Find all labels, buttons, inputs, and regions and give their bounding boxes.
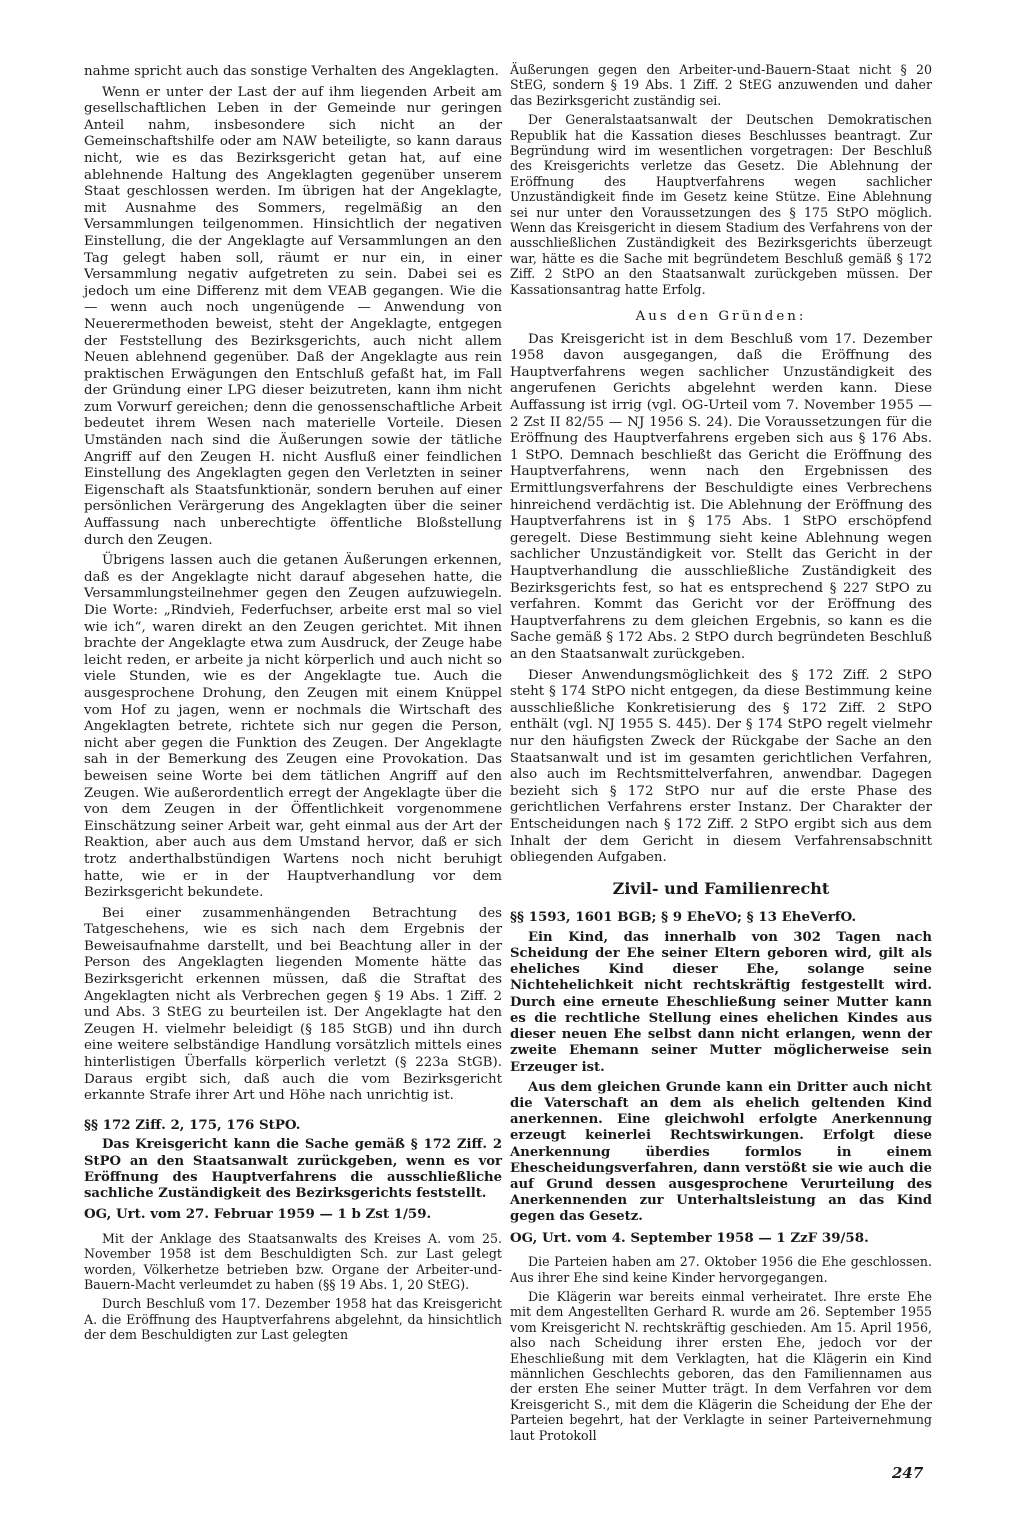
court-citation: OG, Urt. vom 27. Februar 1959 — 1 b Zst 1/59. <box>84 1206 432 1223</box>
headnote: Aus dem gleichen Grunde kann ein Dritter auch nicht die Vaterschaft an dem als ehelich geltenden Kind anerkennen. Eine gleichwohl erfolgte Anerkennung erzeugt keinerlei Rechtswirkungen. Erfolgt diese Anerkennung überdies formlos in einem Ehescheidungsverfahren, dann verstößt sie wie auch die auf Grund dessen ausgesprochene Verurteilung des Anerkennenden zur Unterhaltsleistung an das Kind gegen das Gesetz. <box>510 1079 932 1225</box>
paragraph: Äußerungen gegen den Arbeiter-und-Bauern-Staat nicht § 20 StEG, sondern § 19 Abs. 1 Ziff. 2 StEG anzuwenden und daher das Bezirksgericht zuständig sei. <box>510 62 932 108</box>
paragraph: Mit der Anklage des Staatsanwalts des Kreises A. vom 25. November 1958 ist dem Beschuldigten Sch. zur Last gelegt worden, Völkerhetze betrieben bzw. Organe der Arbeiter-und-Bauern-Macht verleumdet zu haben (§§ 19 Abs. 1, 20 StEG). <box>84 1230 502 1293</box>
paragraph: Die Parteien haben am 27. Oktober 1956 die Ehe geschlossen. Aus ihrer Ehe sind keine Kinder hervorgegangen. <box>510 1254 932 1285</box>
section-heading: Zivil- und Familienrecht <box>612 878 830 898</box>
legal-reference: §§ 1593, 1601 BGB; § 9 EheVO; § 13 EheVerfO. <box>510 909 857 926</box>
headnote: Das Kreisgericht kann die Sache gemäß § 172 Ziff. 2 StPO an den Staatsanwalt zurückgeben, wenn es vor Eröffnung des Hauptverfahrens die ausschließliche sachliche Zuständigkeit des Bezirksgerichts feststellt. <box>84 1137 502 1202</box>
court-citation: OG, Urt. vom 4. September 1958 — 1 ZzF 39/58. <box>510 1229 869 1246</box>
paragraph: nahme spricht auch das sonstige Verhalten des Angeklagten. <box>84 64 499 79</box>
paragraph: Die Klägerin war bereits einmal verheiratet. Ihre erste Ehe mit dem Angestellten Gerhard R. wurde am 26. September 1955 vom Kreisgericht N. rechtskräftig geschieden. Am 15. April 1956, also nach Scheidung ihrer ersten Ehe, jedoch vor der Eheschließung mit dem Verklagten, hat die Klägerin ein Kind männlichen Geschlechts geboren, das den Familiennamen aus der ersten Ehe seiner Mutter trägt. In dem Verfahren vor dem Kreisgericht S., mit dem die Klägerin die Scheidung der Ehe der Parteien begehrt, hat der Verklagte in seiner Parteivernehmung laut Protokoll <box>510 1288 932 1443</box>
paragraph: Bei einer zusammenhängenden Betrachtung des Tatgeschehens, wie es sich nach dem Ergebnis der Beweisaufnahme darstellt, und bei Beachtung aller in der Person des Angeklagten liegenden Momente hätte das Bezirksgericht erkennen müssen, daß die Straftat des Angeklagten nicht als Verbrechen gegen § 19 Abs. 1 Ziff. 2 und Abs. 3 StEG zu beurteilen ist. Der Angeklagte hat den Zeugen H. vielmehr beleidigt (§ 185 StGB) und ihn durch eine weitere selbständige Handlung vorsätzlich mittels eines hinterlistigen Überfalls körperlich verletzt (§ 223a StGB). Daraus ergibt sich, daß auch die vom Bezirksgericht erkannte Strafe ihrer Art und Höhe nach unrichtig ist. <box>84 905 502 1104</box>
headnote: Ein Kind, das innerhalb von 302 Tagen nach Scheidung der Ehe seiner Eltern geboren wird, gilt als eheliches Kind dieser Ehe, solange seine Nichtehelichkeit nicht rechtskräftig festgestellt wird. Durch eine erneute Eheschließung seiner Mutter kann es die rechtliche Stellung eines ehelichen Kindes aus dieser neuen Ehe selbst dann nicht erlangen, wenn der zweite Ehemann seiner Mutter möglicherweise sein Erzeuger ist. <box>510 929 932 1075</box>
left-column <box>84 64 502 1347</box>
page-number: 247 <box>892 1464 924 1482</box>
paragraph: Wenn er unter der Last der auf ihm liegenden Arbeit am gesellschaftlichen Leben in der Gemeinde nur geringen Anteil nahm, insbesondere sich nicht an der Gemeinschaftshilfe oder am NAW beteiligte, so kann daraus nicht, wie es das Bezirksgericht getan hat, auf eine ablehnende Haltung des Angeklagten gegenüber unserem Staat geschlossen werden. Im übrigen hat der Angeklagte, mit Ausnahme des Sommers, regelmäßig an den Versammlungen teilgenommen. Hinsichtlich der negativen Einstellung, die der Angeklagte auf Versammlungen an den Tag gelegt haben soll, räumt er nur ein, in einer Versammlung negativ aufgetreten zu sein. Dabei sei es jedoch um eine Differenz mit dem VEAB gegangen. Wie die — wenn auch noch ungenügende — Anwendung von Neuerermethoden beweist, steht der Angeklagte, entgegen der Feststellung des Bezirksgerichts, auch nicht allem Neuen ablehnend gegenüber. Daß der Angeklagte aus rein praktischen Erwägungen den Entschluß gefaßt hat, im Fall der Gründung einer LPG dieser beizutreten, kann ihm nicht zum Vorwurf gereichen; denn die genossenschaftliche Arbeit bedeutet ihrem Wesen nach materielle Vorteile. Diesen Umständen nach sind die Äußerungen sowie der tätliche Angriff auf den Zeugen H. nicht Ausfluß einer feindlichen Einstellung des Angeklagten gegen den Verletzten in seiner Eigenschaft als Staatsfunktionär, sondern beruhen auf einer persönlichen Verärgerung des Angeklagten über die seiner Auffassung nach unberechtigte öffentliche Bloßstellung durch den Zeugen. <box>84 84 502 548</box>
grounds-heading: Aus den Gründen: <box>635 309 807 325</box>
paragraph: Der Generalstaatsanwalt der Deutschen Demokratischen Republik hat die Kassation dieses Beschlusses beantragt. Zur Begründung wird im wesentlichen vorgetragen: Der Beschluß des Kreisgerichts verletze das Gesetz. Die Ablehnung der Eröffnung des Hauptverfahrens wegen sachlicher Unzuständigkeit finde im Gesetz keine Stütze. Eine Ablehnung sei nur unter den Voraussetzungen des § 175 StPO möglich. Wenn das Kreisgericht in diesem Stadium des Verfahrens von der ausschließlichen Zuständigkeit des Bezirksgerichts überzeugt war, hätte es die Sache mit begründetem Beschluß gemäß § 172 Ziff. 2 StPO an den Staatsanwalt zurückgeben müssen. Der Kassationsantrag hatte Erfolg. <box>510 112 932 297</box>
right-column <box>510 62 932 1447</box>
legal-reference: §§ 172 Ziff. 2, 175, 176 StPO. <box>84 1116 301 1133</box>
paragraph: Dieser Anwendungsmöglichkeit des § 172 Ziff. 2 StPO steht § 174 StPO nicht entgegen, da diese Bestimmung keine ausschließliche Konkretisierung des § 172 Ziff. 2 StPO enthält (vgl. NJ 1955 S. 445). Der § 174 StPO regelt vielmehr nur den häufigsten Zweck der Rückgabe der Sache an den Staatsanwalt und ist im gesamten gerichtlichen Verfahren, also auch im Rechtsmittelverfahren, anwendbar. Dagegen bezieht sich § 172 StPO nur auf die erste Phase des gerichtlichen Verfahrens erster Instanz. Der Charakter der Entscheidungen nach § 172 Ziff. 2 StPO ergibt sich aus dem Inhalt der dem Gericht in diesem Verfahrensabschnitt obliegenden Aufgaben. <box>510 667 932 866</box>
paragraph: Durch Beschluß vom 17. Dezember 1958 hat das Kreisgericht A. die Eröffnung des Hauptverfahrens abgelehnt, da hinsichtlich der dem Beschuldigten zur Last gelegten <box>84 1296 502 1343</box>
paragraph: Das Kreisgericht ist in dem Beschluß vom 17. Dezember 1958 davon ausgegangen, daß die Eröffnung des Hauptverfahrens wegen sachlicher Unzuständigkeit des angerufenen Gerichts abgelehnt werden kann. Diese Auffassung ist irrig (vgl. OG-Urteil vom 7. November 1955 — 2 Zst II 82/55 — NJ 1956 S. 24). Die Voraussetzungen für die Eröffnung des Hauptverfahrens ergeben sich aus § 176 Abs. 1 StPO. Demnach beschließt das Gericht die Eröffnung des Hauptverfahrens, wenn nach den Ergebnissen des Ermittlungsverfahrens der Beschuldigte eines Verbrechens hinreichend verdächtig ist. Die Ablehnung der Eröffnung des Hauptverfahrens ist in § 175 Abs. 1 StPO erschöpfend geregelt. Diese Bestimmung sieht keine Ablehnung wegen sachlicher Unzuständigkeit vor. Stellt das Gericht in der Hauptverhandlung die ausschließliche Zuständigkeit des Bezirksgerichts fest, so hat es entsprechend § 227 StPO zu verfahren. Kommt das Gericht vor der Eröffnung des Hauptverfahrens zu dem gleichen Ergebnis, so kann es die Sache gemäß § 172 Abs. 2 StPO durch begründeten Beschluß an den Staatsanwalt zurückgeben. <box>510 331 932 662</box>
paragraph: Übrigens lassen auch die getanen Äußerungen erkennen, daß es der Angeklagte nicht darauf abgesehen hatte, die Versammlungsteilnehmer gegen den Zeugen aufzuwiegeln. Die Worte: „Rindvieh, Federfuchser, arbeite erst mal so viel wie ich“, waren direkt an den Zeugen gerichtet. Mit ihnen brachte der Angeklagte etwa zum Ausdruck, der Zeuge habe leicht reden, er arbeite ja nicht körperlich und auch nicht so viele Stunden, wie es der Angeklagte tue. Auch die ausgesprochene Drohung, den Zeugen mit einem Knüppel vom Hof zu jagen, wenn er nochmals die Wirtschaft des Angeklagten betrete, richtete sich nur gegen die Person, nicht aber gegen die Funktion des Zeugen. Der Angeklagte sah in der Bemerkung des Zeugen eine Provokation. Das beweisen seine Worte bei dem tätlichen Angriff auf den Zeugen. Wie außerordentlich erregt der Angeklagte über die von dem Zeugen in der Öffentlichkeit vorgenommene Einschätzung seiner Arbeit war, geht einmal aus der Art der Reaktion, aber auch aus dem Umstand hervor, daß er sich trotz anderthalbstündigen Wartens noch nicht beruhigt hatte, wie er in der Hauptverhandlung vor dem Bezirksgericht bekundete. <box>84 553 502 901</box>
